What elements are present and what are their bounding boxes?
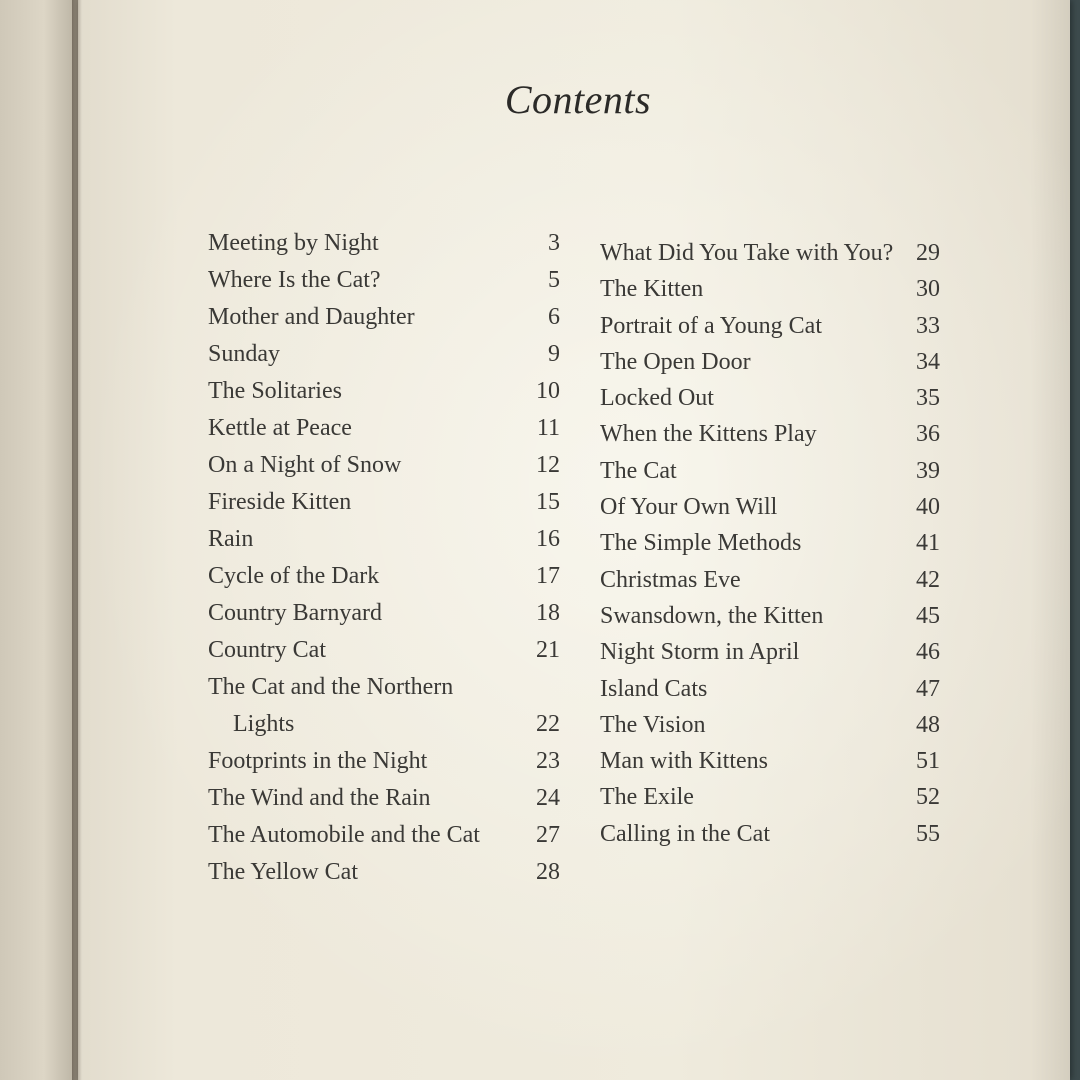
page-title: Contents: [504, 77, 652, 122]
toc-entry-page: 24: [536, 785, 560, 811]
toc-entry-title: The Wind and the Rain: [208, 785, 431, 811]
toc-entry-page: 42: [916, 566, 940, 593]
toc-entry: [208, 376, 560, 413]
toc-entry: [208, 746, 560, 783]
toc-entry-title: Fireside Kitten: [208, 489, 352, 515]
toc-entry: [208, 228, 560, 265]
toc-entry-page: 5: [548, 267, 560, 293]
toc-entry: [600, 419, 940, 455]
toc-entry-title: Meeting by Night: [208, 230, 379, 256]
toc-entry-page: 18: [536, 600, 560, 626]
toc-entry: [600, 238, 940, 274]
toc-entry: [208, 339, 560, 376]
toc-entry-title: Island Cats: [600, 675, 708, 702]
toc-entry-title: Footprints in the Night: [208, 748, 428, 774]
toc-entry: [600, 710, 940, 746]
toc-entry-page: 30: [916, 276, 940, 303]
toc-entry-page: 28: [536, 859, 560, 885]
toc-entry-title: Sunday: [208, 341, 280, 367]
toc-entry-title: Kettle at Peace: [208, 415, 352, 441]
toc-entry: [600, 456, 940, 492]
toc-entry-title-continued: Lights: [233, 711, 295, 737]
toc-entry-title: Mother and Daughter: [208, 304, 415, 330]
toc-entry-page: 29: [916, 240, 940, 266]
toc-entry: [600, 674, 940, 710]
toc-entry-title: Rain: [208, 526, 254, 552]
toc-entry-page: 46: [916, 639, 940, 666]
toc-entry: [208, 450, 560, 487]
toc-entry-title: The Open Door: [600, 348, 751, 375]
toc-entry-title: The Vision: [600, 711, 706, 738]
toc-entry: [208, 857, 560, 894]
toc-entry-page: 3: [548, 230, 560, 256]
toc-entry-page: 16: [536, 526, 560, 552]
contents-page: [78, 0, 1070, 1080]
toc-entry-page: 27: [536, 822, 560, 848]
contents-column-right: [600, 238, 940, 855]
toc-entry: [208, 598, 560, 635]
toc-entry-page: 34: [916, 348, 940, 375]
toc-entry-page: 11: [536, 415, 560, 441]
toc-entry-page: 39: [916, 457, 940, 484]
toc-entry: [208, 265, 560, 302]
toc-entry-page: 12: [536, 452, 560, 478]
toc-entry-title: Locked Out: [600, 385, 714, 412]
toc-entry-title: Man with Kittens: [600, 748, 768, 775]
toc-entry-title: Of Your Own Will: [600, 494, 778, 521]
toc-entry: [208, 561, 560, 598]
toc-entry-page: 10: [536, 378, 560, 404]
toc-entry: [600, 528, 940, 564]
toc-entry-title: What Did You Take with You?: [600, 240, 894, 266]
toc-entry-page: 15: [536, 489, 560, 515]
contents-column-left: [208, 228, 560, 894]
toc-entry: [208, 524, 560, 561]
toc-entry: [208, 487, 560, 524]
toc-entry-title: Cycle of the Dark: [208, 563, 380, 589]
toc-entry-title: Country Cat: [208, 637, 326, 663]
toc-entry-page: 17: [536, 563, 560, 589]
toc-entry-title: The Yellow Cat: [208, 859, 358, 885]
toc-entry: [600, 347, 940, 383]
toc-entry: [208, 783, 560, 820]
toc-entry-page: 48: [916, 711, 940, 738]
gutter-shadow: [72, 0, 82, 1080]
toc-entry: [600, 383, 940, 419]
toc-entry: [600, 637, 940, 673]
toc-entry: [600, 782, 940, 818]
toc-entry-title: The Solitaries: [208, 378, 342, 404]
toc-entry-page: 33: [916, 312, 940, 339]
toc-entry-title: The Kitten: [600, 276, 704, 303]
toc-entry-page: 47: [916, 675, 940, 702]
toc-entry-page: 36: [916, 421, 940, 448]
toc-entry: [208, 413, 560, 450]
toc-entry-title: Calling in the Cat: [600, 820, 770, 847]
facing-page-edge: [0, 0, 80, 1080]
toc-entry-title: On a Night of Snow: [208, 452, 402, 478]
toc-entry-title: Country Barnyard: [208, 600, 382, 626]
toc-entry-title: The Simple Methods: [600, 530, 802, 557]
toc-entry-title: When the Kittens Play: [600, 421, 817, 448]
toc-entry-continuation: [208, 709, 560, 746]
toc-entry-page: 6: [548, 304, 560, 330]
toc-entry: [600, 746, 940, 782]
toc-entry-title: The Cat and the Northern: [208, 674, 454, 700]
toc-entry-title: The Automobile and the Cat: [208, 822, 480, 848]
toc-entry: [208, 635, 560, 672]
toc-entry: [600, 492, 940, 528]
toc-entry-title: Where Is the Cat?: [208, 267, 381, 293]
toc-entry-page: 35: [916, 385, 940, 412]
toc-entry-page: 22: [536, 711, 560, 737]
toc-entry: [208, 820, 560, 857]
toc-entry-title: Swansdown, the Kitten: [600, 602, 824, 629]
toc-entry-page: 9: [548, 341, 560, 367]
toc-entry: [600, 311, 940, 347]
toc-entry: [600, 819, 940, 855]
toc-entry-page: 40: [916, 494, 940, 521]
toc-entry: [208, 672, 560, 709]
toc-entry-title: Portrait of a Young Cat: [600, 312, 822, 339]
toc-entry-page: 55: [916, 820, 940, 847]
toc-entry-title: Night Storm in April: [600, 639, 800, 666]
toc-entry: [208, 302, 560, 339]
toc-entry-title: The Exile: [600, 784, 694, 811]
toc-entry-page: 41: [916, 530, 940, 557]
toc-entry-page: 21: [536, 637, 560, 663]
toc-entry: [600, 601, 940, 637]
toc-entry-page: 23: [536, 748, 560, 774]
toc-entry-page: 45: [916, 602, 940, 629]
toc-entry-page: 52: [916, 784, 940, 811]
toc-entry: [600, 565, 940, 601]
toc-entry-title: Christmas Eve: [600, 566, 741, 593]
toc-entry-page: 51: [916, 748, 940, 775]
toc-entry: [600, 274, 940, 310]
toc-entry-title: The Cat: [600, 457, 677, 484]
